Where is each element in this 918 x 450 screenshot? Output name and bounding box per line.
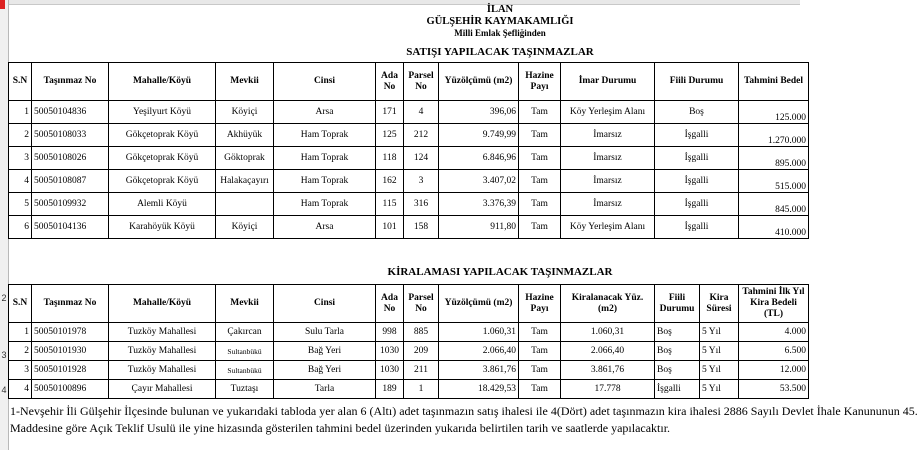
table-row[interactable]: [9, 361, 809, 380]
cell[interactable]: İmarsız: [561, 124, 655, 147]
col-header: Mahalle/Köyü: [109, 63, 216, 101]
footer-line: 1-Nevşehir İli Gülşehir İlçesinde bulunan ve yukarıdaki tabloda yer alan 6 (Altı) adet taşınmazın satış ihalesi ile 4(Dört) adet taşınmazın kira ihalesi 2886 Sayılı Devlet İhale Kanununun 45.: [10, 404, 918, 418]
cell[interactable]: İmarsız: [561, 147, 655, 170]
rent-table: [8, 284, 809, 399]
col-header: Tahmini Bedel: [739, 63, 809, 101]
cell[interactable]: 125: [376, 124, 404, 147]
cell[interactable]: 158: [404, 216, 439, 239]
cell[interactable]: 1: [9, 101, 32, 124]
cell[interactable]: İşgalli: [655, 193, 739, 216]
notice-title: İLAN: [486, 4, 514, 15]
cell[interactable]: 50050108087: [32, 170, 109, 193]
cell[interactable]: Ham Toprak: [274, 147, 376, 170]
table-row[interactable]: [9, 193, 809, 216]
cell[interactable]: 189: [376, 380, 404, 399]
cell[interactable]: Sulu Tarla: [274, 323, 376, 342]
cell[interactable]: 4: [9, 170, 32, 193]
table-row[interactable]: [9, 342, 809, 361]
cell[interactable]: Sultanbükü: [216, 361, 274, 380]
cell[interactable]: Alemli Köyü: [109, 193, 216, 216]
cell[interactable]: 3: [404, 170, 439, 193]
cell[interactable]: 209: [404, 342, 439, 361]
col-header: Fiili Durumu: [655, 63, 739, 101]
table-row[interactable]: [9, 323, 809, 342]
cell[interactable]: Tam: [519, 124, 561, 147]
cell[interactable]: 50050101930: [32, 342, 109, 361]
cell[interactable]: 410.000: [739, 216, 809, 239]
cell[interactable]: Köyiçi: [216, 101, 274, 124]
table-row[interactable]: [9, 124, 809, 147]
cell[interactable]: Yeşilyurt Köyü: [109, 101, 216, 124]
error-indicator-icon: [0, 0, 5, 9]
cell[interactable]: İmarsız: [561, 170, 655, 193]
cell[interactable]: Çakırcan: [216, 323, 274, 342]
cell[interactable]: Tuzköy Mahallesi: [109, 342, 216, 361]
col-header: İmar Durumu: [561, 63, 655, 101]
cell[interactable]: Tam: [519, 147, 561, 170]
cell[interactable]: Köy Yerleşim Alanı: [561, 216, 655, 239]
cell[interactable]: [216, 193, 274, 216]
cell[interactable]: 998: [376, 323, 404, 342]
col-header: Kira Süresi: [700, 285, 739, 323]
col-header: Taşınmaz No: [32, 63, 109, 101]
cell[interactable]: 50050108033: [32, 124, 109, 147]
cell[interactable]: 5 Yıl: [700, 361, 739, 380]
cell[interactable]: 4: [9, 380, 32, 399]
cell[interactable]: 2: [9, 124, 32, 147]
col-header: Ada No: [376, 285, 404, 323]
cell[interactable]: Tam: [519, 216, 561, 239]
cell[interactable]: Sultanbükü: [216, 342, 274, 361]
cell[interactable]: 845.000: [739, 193, 809, 216]
cell[interactable]: Tam: [519, 342, 561, 361]
cell[interactable]: 1030: [376, 361, 404, 380]
cell[interactable]: Ham Toprak: [274, 193, 376, 216]
sale-header-row: [9, 63, 809, 101]
cell[interactable]: 50050101978: [32, 323, 109, 342]
cell[interactable]: 171: [376, 101, 404, 124]
cell[interactable]: 4.000: [739, 323, 809, 342]
cell[interactable]: 53.500: [739, 380, 809, 399]
cell[interactable]: 50050108026: [32, 147, 109, 170]
col-header: Fiili Durumu: [655, 285, 700, 323]
cell[interactable]: İşgalli: [655, 380, 700, 399]
cell[interactable]: 396,06: [439, 101, 519, 124]
cell[interactable]: 6.500: [739, 342, 809, 361]
cell[interactable]: Ham Toprak: [274, 170, 376, 193]
cell[interactable]: Karahöyük Köyü: [109, 216, 216, 239]
col-header: Taşınmaz No: [32, 285, 109, 323]
rent-header-row: [9, 285, 809, 323]
cell[interactable]: Arsa: [274, 216, 376, 239]
cell[interactable]: 3.407,02: [439, 170, 519, 193]
cell[interactable]: 1.270.000: [739, 124, 809, 147]
col-header: Mevkii: [216, 285, 274, 323]
row-number[interactable]: 3: [1, 350, 7, 360]
cell[interactable]: 50050101928: [32, 361, 109, 380]
cell[interactable]: 3: [9, 361, 32, 380]
cell[interactable]: Boş: [655, 323, 700, 342]
cell[interactable]: Tam: [519, 380, 561, 399]
cell[interactable]: 2.066,40: [561, 342, 655, 361]
cell[interactable]: 211: [404, 361, 439, 380]
footer-line: Maddesine göre Açık Teklif Usulü ile yine hizasında gösterilen tahmini bedel üzerinden yukarıda belirtilen tarih ve saatlerde yapılacaktır.: [10, 421, 671, 435]
cell[interactable]: 2: [9, 342, 32, 361]
cell[interactable]: Boş: [655, 361, 700, 380]
cell[interactable]: Tam: [519, 323, 561, 342]
col-header: Mahalle/Köyü: [109, 285, 216, 323]
cell[interactable]: 1.060,31: [561, 323, 655, 342]
cell[interactable]: 3.376,39: [439, 193, 519, 216]
cell[interactable]: Çayır Mahallesi: [109, 380, 216, 399]
cell[interactable]: 3: [9, 147, 32, 170]
cell[interactable]: 1.060,31: [439, 323, 519, 342]
cell[interactable]: Boş: [655, 101, 739, 124]
cell[interactable]: Tarla: [274, 380, 376, 399]
col-header: Cinsi: [274, 285, 376, 323]
col-header: Parsel No: [404, 285, 439, 323]
cell[interactable]: Tam: [519, 101, 561, 124]
footer-notice: [10, 403, 918, 437]
cell[interactable]: 515.000: [739, 170, 809, 193]
cell[interactable]: 101: [376, 216, 404, 239]
col-header: Yüzölçümü (m2): [439, 63, 519, 101]
cell[interactable]: Tam: [519, 193, 561, 216]
cell[interactable]: Tuztaşı: [216, 380, 274, 399]
cell[interactable]: Boş: [655, 342, 700, 361]
sale-section-title: SATIŞI YAPILACAK TAŞINMAZLAR: [406, 46, 594, 58]
cell[interactable]: İşgalli: [655, 124, 739, 147]
cell[interactable]: İşgalli: [655, 170, 739, 193]
cell[interactable]: Köyiçi: [216, 216, 274, 239]
cell[interactable]: 6: [9, 216, 32, 239]
col-header: S.N: [9, 63, 32, 101]
col-header: Hazine Payı: [519, 285, 561, 323]
table-row[interactable]: [9, 380, 809, 399]
cell[interactable]: Gökçetoprak Köyü: [109, 124, 216, 147]
cell[interactable]: İşgalli: [655, 147, 739, 170]
cell[interactable]: 9.749,99: [439, 124, 519, 147]
cell[interactable]: 124: [404, 147, 439, 170]
cell[interactable]: 212: [404, 124, 439, 147]
cell[interactable]: 1030: [376, 342, 404, 361]
cell[interactable]: 316: [404, 193, 439, 216]
cell[interactable]: 12.000: [739, 361, 809, 380]
cell[interactable]: Göktoprak: [216, 147, 274, 170]
cell[interactable]: 5: [9, 193, 32, 216]
cell[interactable]: 6.846,96: [439, 147, 519, 170]
cell[interactable]: 911,80: [439, 216, 519, 239]
cell[interactable]: Tam: [519, 170, 561, 193]
cell[interactable]: Gökçetoprak Köyü: [109, 170, 216, 193]
col-header: Mevkii: [216, 63, 274, 101]
col-header: Ada No: [376, 63, 404, 101]
row-number[interactable]: 4: [1, 385, 7, 395]
cell[interactable]: Bağ Yeri: [274, 361, 376, 380]
cell[interactable]: 4: [404, 101, 439, 124]
table-row[interactable]: [9, 147, 809, 170]
cell[interactable]: Akhüyük: [216, 124, 274, 147]
cell[interactable]: 115: [376, 193, 404, 216]
cell[interactable]: 162: [376, 170, 404, 193]
cell[interactable]: 2.066,40: [439, 342, 519, 361]
col-header: Tahmini İlk Yıl Kira Bedeli (TL): [739, 285, 809, 323]
rent-section-title: KİRALAMASI YAPILACAK TAŞINMAZLAR: [387, 266, 613, 278]
cell[interactable]: 118: [376, 147, 404, 170]
col-header: Hazine Payı: [519, 63, 561, 101]
cell[interactable]: Tuzköy Mahallesi: [109, 323, 216, 342]
cell[interactable]: 50050109932: [32, 193, 109, 216]
cell[interactable]: İşgalli: [655, 216, 739, 239]
cell[interactable]: Arsa: [274, 101, 376, 124]
cell[interactable]: Tam: [519, 361, 561, 380]
cell[interactable]: 5 Yıl: [700, 380, 739, 399]
cell[interactable]: Halakaçayırı: [216, 170, 274, 193]
col-header: Parsel No: [404, 63, 439, 101]
table-row[interactable]: [9, 216, 809, 239]
cell[interactable]: 18.429,53: [439, 380, 519, 399]
cell[interactable]: 125.000: [739, 101, 809, 124]
cell[interactable]: Bağ Yeri: [274, 342, 376, 361]
cell[interactable]: 895.000: [739, 147, 809, 170]
cell[interactable]: Gökçetoprak Köyü: [109, 147, 216, 170]
table-row[interactable]: [9, 101, 809, 124]
col-header: S.N: [9, 285, 32, 323]
cell[interactable]: 50050104836: [32, 101, 109, 124]
department-name: Milli Emlak Şefliğinden: [454, 28, 546, 38]
cell[interactable]: Ham Toprak: [274, 124, 376, 147]
cell[interactable]: 50050104136: [32, 216, 109, 239]
cell[interactable]: 17.778: [561, 380, 655, 399]
row-number[interactable]: 2: [1, 293, 7, 303]
col-header: Kiralanacak Yüz. (m2): [561, 285, 655, 323]
col-header: Cinsi: [274, 63, 376, 101]
cell[interactable]: 1: [9, 323, 32, 342]
cell[interactable]: İmarsız: [561, 193, 655, 216]
cell[interactable]: 50050100896: [32, 380, 109, 399]
cell[interactable]: Köy Yerleşim Alanı: [561, 101, 655, 124]
authority-name: GÜLŞEHİR KAYMAKAMLIĞI: [426, 16, 574, 27]
cell[interactable]: 5 Yıl: [700, 342, 739, 361]
table-row[interactable]: [9, 170, 809, 193]
sale-table: [8, 62, 809, 239]
cell[interactable]: 1: [404, 380, 439, 399]
col-header: Yüzölçümü (m2): [439, 285, 519, 323]
cell[interactable]: 5 Yıl: [700, 323, 739, 342]
cell[interactable]: Tuzköy Mahallesi: [109, 361, 216, 380]
cell[interactable]: 885: [404, 323, 439, 342]
cell[interactable]: 3.861,76: [561, 361, 655, 380]
cell[interactable]: 3.861,76: [439, 361, 519, 380]
